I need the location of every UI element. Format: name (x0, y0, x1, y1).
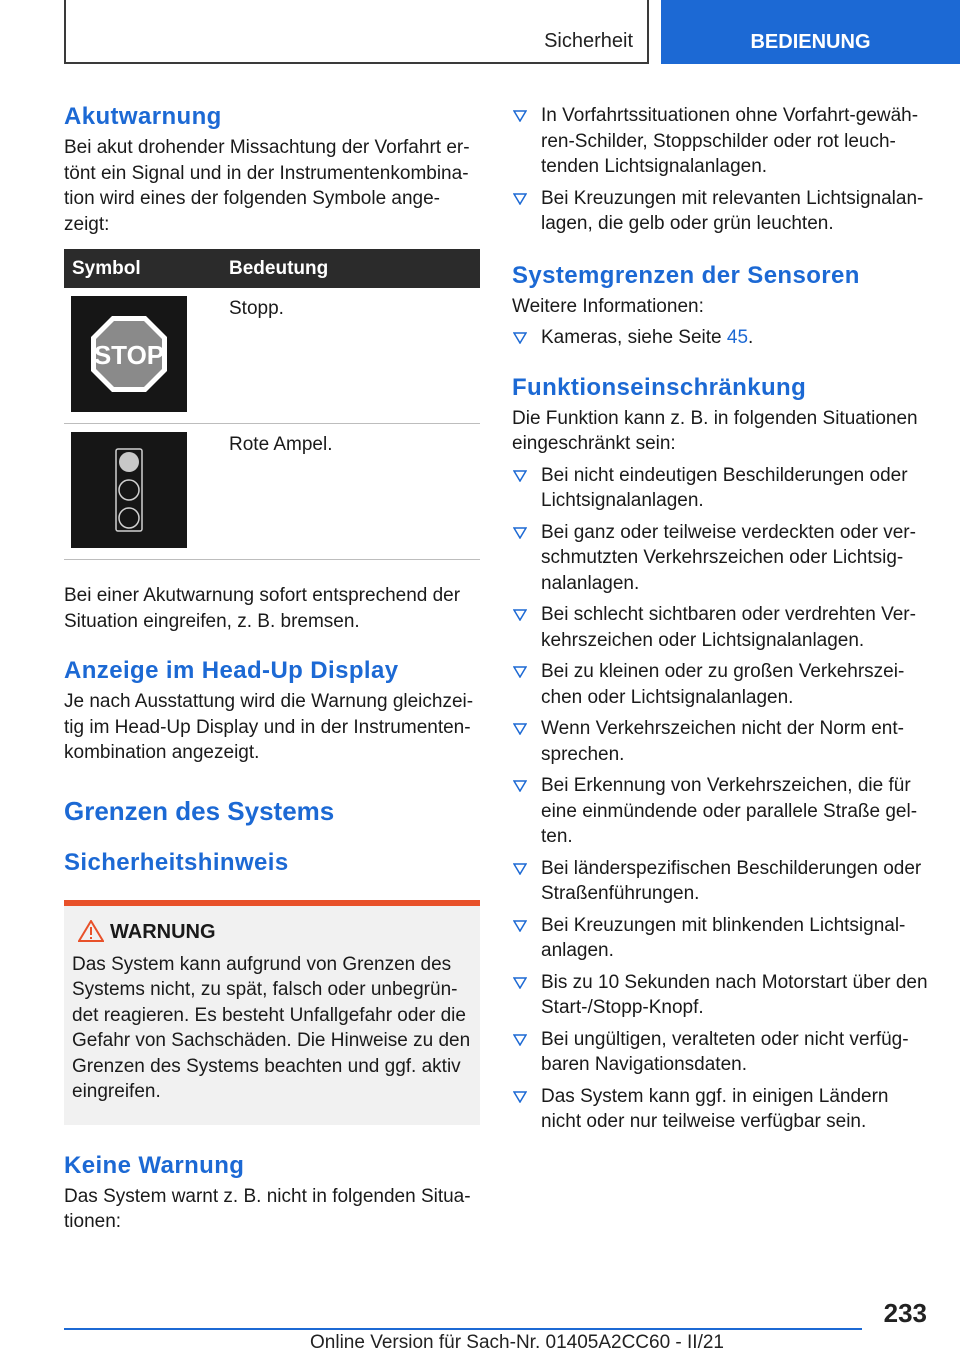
sensor-text: Weitere Informationen: (512, 295, 704, 317)
warning-triangle-icon (78, 920, 104, 942)
no-warning-heading: Keine Warnung (64, 1151, 245, 1179)
bullet-triangle-icon (513, 977, 527, 989)
warning-text: Das System kann aufgrund von Grenzen des Systems nicht, zu spät, falsch oder unbegrün-det reagieren. Es besteht Unfallgefahr oder die Gefahr von Sachschäden. Die Hinweise zu den Grenzen des Systems beachten und ggf. aktiv eingreifen. (72, 953, 471, 1102)
symbol-table (64, 249, 480, 560)
list-item: Bei nicht eindeutigen Beschilderungen oder Lichtsignalanlagen. (512, 463, 928, 514)
bullet-triangle-icon (513, 332, 527, 344)
table-header-meaning: Bedeutung (229, 249, 480, 288)
akutwarnung-heading: Akutwarnung (64, 103, 222, 130)
table-row (64, 288, 480, 424)
safety-subheading: Sicherheitshinweis (64, 848, 289, 876)
list-item: Bei Erkennung von Verkehrszeichen, die für eine einmündende oder parallele Straße gel-ten. (512, 773, 928, 850)
footer-rule (64, 1328, 862, 1330)
akutwarnung-intro: Bei akut drohender Missachtung der Vorfahrt er-tönt ein Signal und in der Instrumentenkombina-tion wird eines der folgenden Symbole ange-zeigt: (64, 137, 470, 235)
header-section-box (64, 0, 649, 64)
page-number: 233 (883, 1298, 927, 1328)
list-item: Bei ganz oder teilweise verdeckten oder ver-schmutzten Verkehrszeichen oder Lichtsig-nalanlagen. (512, 520, 928, 597)
meaning-stop: Stopp. (229, 288, 480, 424)
list-item: Bei länderspezifischen Beschilderungen oder Straßenführungen. (512, 856, 928, 907)
bullet-triangle-icon (513, 920, 527, 932)
hud-heading: Anzeige im Head-Up Display (64, 657, 399, 684)
sensor-limits-heading: Systemgrenzen der Sensoren (512, 261, 860, 289)
chapter-tab: BEDIENUNG (661, 0, 960, 64)
list-item: Wenn Verkehrszeichen nicht der Norm ent-sprechen. (512, 716, 928, 767)
bullet-triangle-icon (513, 666, 527, 678)
bullet-triangle-icon (513, 527, 527, 539)
bullet-triangle-icon (513, 609, 527, 621)
function-text: Die Funktion kann z. B. in folgenden Situationen eingeschränkt sein: (512, 407, 918, 454)
list-item: Bis zu 10 Sekunden nach Motorstart über den Start-/Stopp-Knopf. (512, 970, 928, 1021)
bullet-triangle-icon (513, 110, 527, 122)
footer-text: Online Version für Sach-Nr. 01405A2CC60 - II/21 (310, 1332, 725, 1353)
function-limits-heading: Funktionseinschränkung (512, 373, 807, 401)
warning-label: WARNUNG (110, 920, 216, 943)
section-title: Sicherheit (544, 30, 633, 52)
list-item: Das System kann ggf. in einigen Ländern nicht oder nur teilweise verfügbar sein. (512, 1084, 928, 1135)
stop-sign-text: STOP (93, 340, 165, 370)
list-item: Bei Kreuzungen mit blinkenden Lichtsignal-anlagen. (512, 913, 928, 964)
bullet-triangle-icon (513, 780, 527, 792)
page-link-45[interactable]: 45 (726, 327, 749, 348)
no-warning-text: Das System warnt z. B. nicht in folgenden Situa-tionen: (64, 1185, 471, 1232)
list-item: In Vorfahrtssituationen ohne Vorfahrt-gewäh-ren-Schilder, Stoppschilder oder rot leuch-tenden Lichtsignalanlagen. (512, 103, 928, 180)
table-header-symbol: Symbol (64, 249, 229, 288)
traffic-light-icon (71, 432, 187, 548)
list-item: Bei schlecht sichtbaren oder verdrehten Ver-kehrszeichen oder Lichtsignalanlagen. (512, 602, 928, 653)
meaning-red-light: Rote Ampel. (229, 424, 480, 560)
bullet-triangle-icon (513, 1034, 527, 1046)
list-item: Bei ungültigen, veralteten oder nicht verfüg-baren Navigationsdaten. (512, 1027, 928, 1078)
table-row (64, 424, 480, 560)
akutwarnung-action: Bei einer Akutwarnung sofort entsprechend der Situation eingreifen, z. B. bremsen. (64, 585, 461, 632)
bullet-triangle-icon (513, 723, 527, 735)
right-column (512, 100, 928, 1141)
function-list (512, 463, 928, 1135)
hud-text: Je nach Ausstattung wird die Warnung gleichzei-tig im Head-Up Display und in der Instrumenten-kombination angezeigt. (64, 691, 474, 763)
limits-heading: Grenzen des Systems (64, 795, 335, 826)
bullet-triangle-icon (513, 470, 527, 482)
situations-list (512, 103, 928, 237)
left-column (64, 100, 480, 1235)
list-item: Bei Kreuzungen mit relevanten Lichtsignalan-lagen, die gelb oder grün leuchten. (512, 186, 928, 237)
bullet-triangle-icon (513, 193, 527, 205)
bullet-triangle-icon (513, 863, 527, 875)
stop-sign-icon (71, 296, 187, 412)
list-item: Kameras, siehe Seite 45. (512, 325, 928, 351)
table-header-row (64, 249, 480, 288)
bullet-triangle-icon (513, 1091, 527, 1103)
warning-box (64, 906, 480, 1125)
list-item: Bei zu kleinen oder zu großen Verkehrszei-chen oder Lichtsignalanlagen. (512, 659, 928, 710)
